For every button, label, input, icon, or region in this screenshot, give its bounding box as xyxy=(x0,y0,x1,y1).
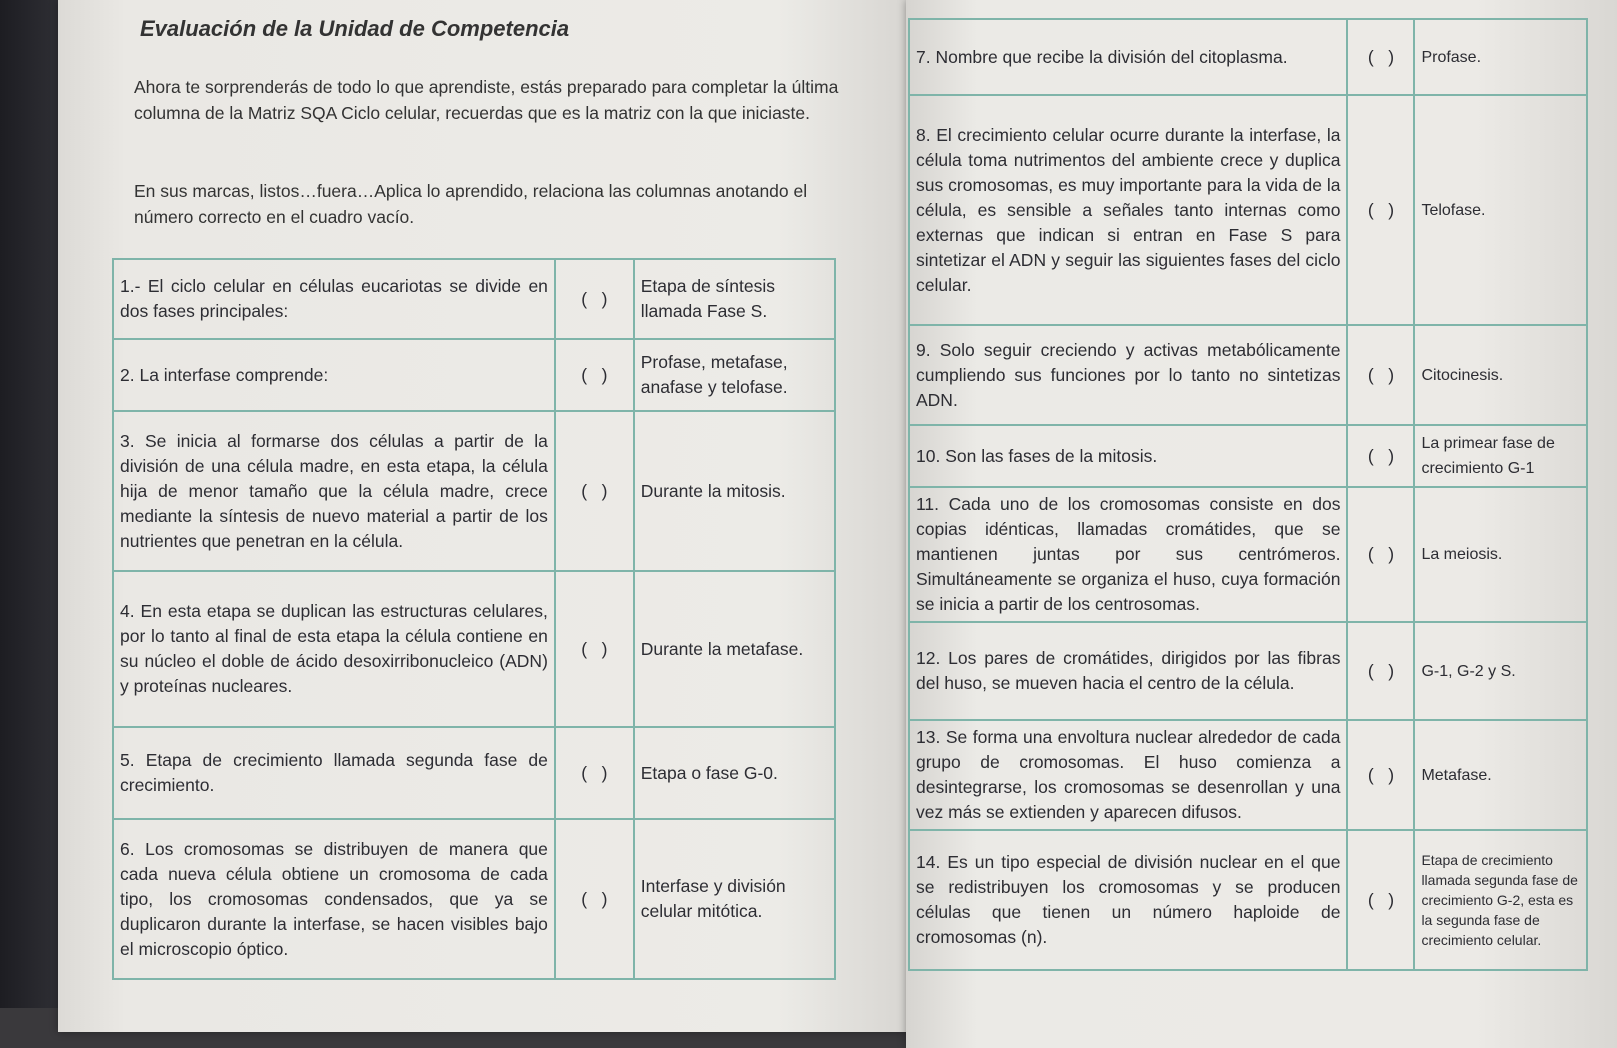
option-cell: Durante la metafase. xyxy=(634,571,835,727)
answer-box[interactable]: ( ) xyxy=(555,259,634,339)
answer-box[interactable]: ( ) xyxy=(1347,325,1414,425)
question-cell: 13. Se forma una envoltura nuclear alrededor de cada grupo de cromosomas. El huso comienza a desintegrarse, los cromosomas se desenrollan y una vez más se extienden y aparecen difusos. xyxy=(909,720,1347,830)
option-cell: Metafase. xyxy=(1414,720,1587,830)
answer-box[interactable]: ( ) xyxy=(1347,830,1414,970)
answer-box[interactable]: ( ) xyxy=(555,571,634,727)
option-cell: Interfase y división celular mitótica. xyxy=(634,819,835,979)
table-row xyxy=(113,727,835,819)
question-cell: 4. En esta etapa se duplican las estructuras celulares, por lo tanto al final de esta etapa la célula contiene en su núcleo el doble de ácido desoxirribonucleico (ADN) y proteínas nucleares. xyxy=(113,571,555,727)
option-cell: Profase. xyxy=(1414,19,1587,95)
answer-box[interactable]: ( ) xyxy=(555,411,634,571)
option-cell: G-1, G-2 y S. xyxy=(1414,622,1587,720)
table-row xyxy=(113,259,835,339)
table-row xyxy=(909,19,1587,95)
answer-box[interactable]: ( ) xyxy=(1347,622,1414,720)
answer-box[interactable]: ( ) xyxy=(555,339,634,411)
matching-table-right xyxy=(908,18,1588,971)
option-cell: Etapa o fase G-0. xyxy=(634,727,835,819)
answer-box[interactable]: ( ) xyxy=(555,727,634,819)
table-row xyxy=(113,819,835,979)
intro-paragraph: Ahora te sorprenderás de todo lo que aprendiste, estás preparado para completar la última columna de la Matriz SQA Ciclo celular, recuerdas que es la matriz con la que iniciaste. xyxy=(134,77,839,123)
table-row xyxy=(909,487,1587,622)
question-cell: 3. Se inicia al formarse dos células a partir de la división de una célula madre, en esta etapa, la célula hija de menor tamaño que la célula madre, crece mediante la síntesis de nuevo material a partir de los nutrientes que penetran en la célula. xyxy=(113,411,555,571)
option-cell: La meiosis. xyxy=(1414,487,1587,622)
table-row xyxy=(113,339,835,411)
question-cell: 11. Cada uno de los cromosomas consiste en dos copias idénticas, llamadas cromátides, que se mantienen juntas por sus centrómeros. Simultáneamente se organiza el huso, cuya formación se inicia a partir de los centrosomas. xyxy=(909,487,1347,622)
table-row xyxy=(113,571,835,727)
matching-table-left xyxy=(112,258,836,980)
option-cell: Durante la mitosis. xyxy=(634,411,835,571)
table-row xyxy=(113,411,835,571)
instructions-paragraph: En sus marcas, listos…fuera…Aplica lo aprendido, relaciona las columnas anotando el número correcto en el cuadro vacío. xyxy=(134,181,808,227)
table-row xyxy=(909,622,1587,720)
option-cell: Telofase. xyxy=(1414,95,1587,325)
table-row xyxy=(909,325,1587,425)
option-cell: Citocinesis. xyxy=(1414,325,1587,425)
answer-box[interactable]: ( ) xyxy=(1347,487,1414,622)
question-cell: 12. Los pares de cromátides, dirigidos por las fibras del huso, se mueven hacia el centro de la célula. xyxy=(909,622,1347,720)
option-cell: La primear fase de crecimiento G-1 xyxy=(1414,425,1587,487)
question-cell: 2. La interfase comprende: xyxy=(113,339,555,411)
table-row xyxy=(909,95,1587,325)
answer-box[interactable]: ( ) xyxy=(1347,425,1414,487)
option-cell: Etapa de crecimiento llamada segunda fase de crecimiento G-2, esta es la segunda fase de crecimiento celular. xyxy=(1414,830,1587,970)
question-cell: 10. Son las fases de la mitosis. xyxy=(909,425,1347,487)
answer-box[interactable]: ( ) xyxy=(555,819,634,979)
question-cell: 1.- El ciclo celular en células eucariotas se divide en dos fases principales: xyxy=(113,259,555,339)
question-cell: 8. El crecimiento celular ocurre durante la interfase, la célula toma nutrimentos del ambiente crece y duplica sus cromosomas, es muy importante para la vida de la célula, es sensible a señales tanto internas como externas que indican si entran en Fase S para sintetizar el ADN y seguir las siguientes fases del ciclo celular. xyxy=(909,95,1347,325)
question-cell: 6. Los cromosomas se distribuyen de manera que cada nueva célula obtiene un cromosoma de cada tipo, los cromosomas condensados, que ya se duplicaron durante la interfase, se hacen visibles bajo el microscopio óptico. xyxy=(113,819,555,979)
page-title: Evaluación de la Unidad de Competencia xyxy=(140,16,570,41)
table-row xyxy=(909,830,1587,970)
question-cell: 5. Etapa de crecimiento llamada segunda fase de crecimiento. xyxy=(113,727,555,819)
answer-box[interactable]: ( ) xyxy=(1347,19,1414,95)
answer-box[interactable]: ( ) xyxy=(1347,720,1414,830)
option-cell: Etapa de síntesis llamada Fase S. xyxy=(634,259,835,339)
table-row xyxy=(909,425,1587,487)
option-cell: Profase, metafase, anafase y telofase. xyxy=(634,339,835,411)
table-row xyxy=(909,720,1587,830)
question-cell: 7. Nombre que recibe la división del citoplasma. xyxy=(909,19,1347,95)
question-cell: 9. Solo seguir creciendo y activas metabólicamente cumpliendo sus funciones por lo tanto no sintetizas ADN. xyxy=(909,325,1347,425)
question-cell: 14. Es un tipo especial de división nuclear en el que se redistribuyen los cromosomas y se producen células que tienen un número haploide de cromosomas (n). xyxy=(909,830,1347,970)
answer-box[interactable]: ( ) xyxy=(1347,95,1414,325)
